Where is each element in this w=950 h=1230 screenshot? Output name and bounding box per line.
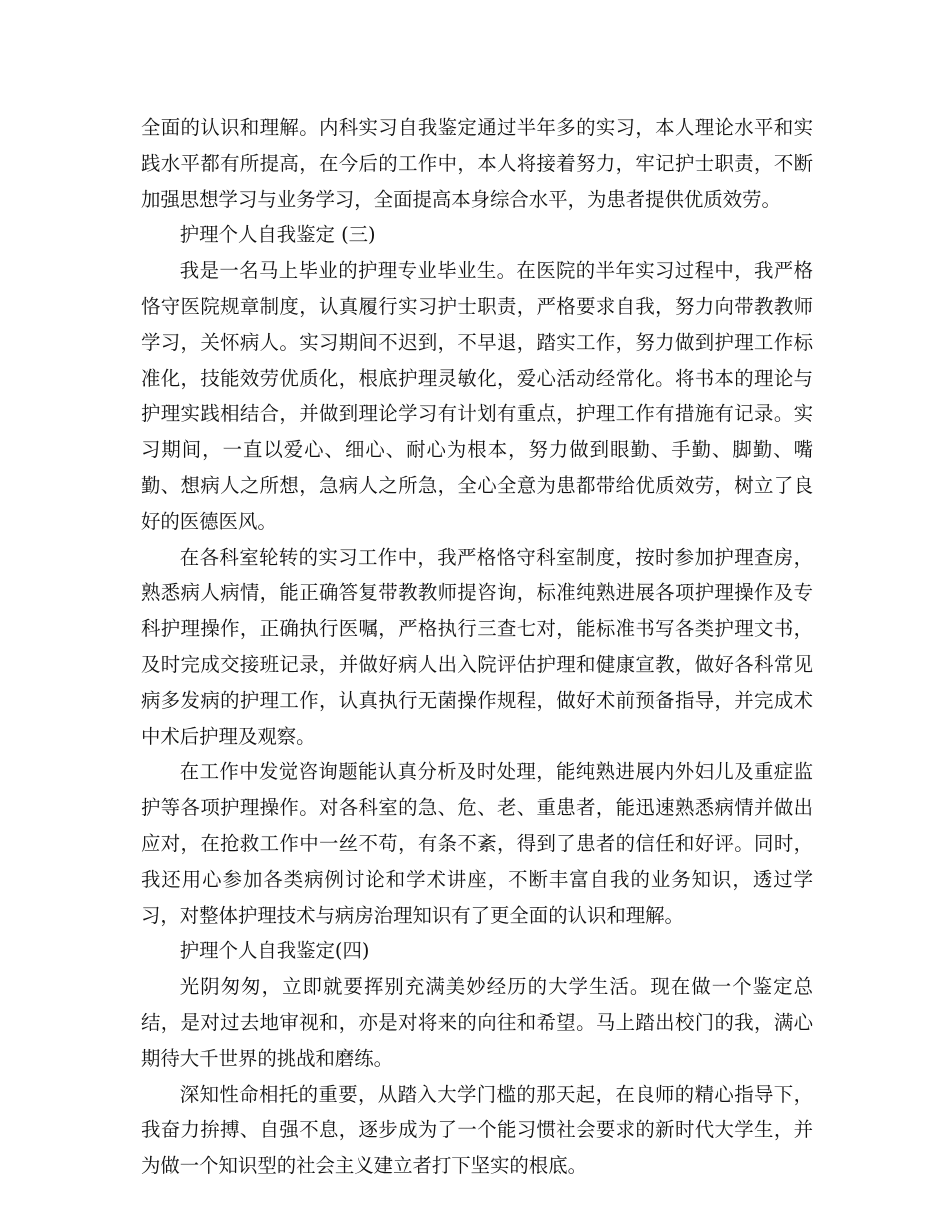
section-heading-4: 护理个人自我鉴定(四) bbox=[179, 939, 370, 963]
document-page bbox=[141, 110, 813, 1184]
paragraph-4-2: 深知性命相托的重要，从踏入大学门槛的那天起，在良师的精心指导下，我奋力拚搏、自强不息，逐步成为了一个能习惯社会要求的新时代大学生，并为做一个知识型的社会主义建立者打下坚实的根底。 bbox=[141, 1082, 813, 1178]
paragraph-3-1: 我是一名马上毕业的护理专业毕业生。在医院的半年实习过程中，我严格恪守医院规章制度，认真履行实习护士职责，严格要求自我，努力向带教教师学习，关怀病人。实习期间不迟到，不早退，踏实工作，努力做到护理工作标准化，技能效劳优质化，根底护理灵敏化，爱心活动经常化。将书本的理论与护理实践相结合，并做到理论学习有计划有重点，护理工作有措施有记录。实习期间，一直以爱心、细心、耐心为根本，努力做到眼勤、手勤、脚勤、嘴勤、想病人之所想，急病人之所急，全心全意为患都带给优质效劳，树立了良好的医德医风。 bbox=[141, 259, 813, 533]
paragraph-3-3: 在工作中发觉咨询题能认真分析及时处理，能纯熟进展内外妇儿及重症监护等各项护理操作。对各科室的急、危、老、重患者，能迅速熟悉病情并做出应对，在抢救工作中一丝不苟，有条不紊，得到了患者的信任和好评。同时，我还用心参加各类病例讨论和学术讲座，不断丰富自我的业务知识，透过学习，对整体护理技术与病房治理知识有了更全面的认识和理解。 bbox=[141, 760, 813, 927]
paragraph-intro: 全面的认识和理解。内科实习自我鉴定通过半年多的实习，本人理论水平和实践水平都有所提高，在今后的工作中，本人将接着努力，牢记护士职责，不断加强思想学习与业务学习，全面提高本身综合水平，为患者提供优质效劳。 bbox=[141, 116, 813, 211]
paragraph-4-1: 光阴匆匆，立即就要挥别充满美妙经历的大学生活。现在做一个鉴定总结，是对过去地审视和，亦是对将来的向往和希望。马上踏出校门的我，满心期待大千世界的挑战和磨练。 bbox=[141, 975, 813, 1070]
paragraph-3-2: 在各科室轮转的实习工作中，我严格恪守科室制度，按时参加护理查房，熟悉病人病情，能正确答复带教教师提咨询，标准纯熟进展各项护理操作及专科护理操作，正确执行医嘱，严格执行三查七对，能标准书写各类护理文书，及时完成交接班记录，并做好病人出入院评估护理和健康宣教，做好各科常见病多发病的护理工作，认真执行无菌操作规程，做好术前预备指导，并完成术中术后护理及观察。 bbox=[141, 545, 813, 748]
section-heading-3: 护理个人自我鉴定 (三) bbox=[179, 223, 376, 247]
